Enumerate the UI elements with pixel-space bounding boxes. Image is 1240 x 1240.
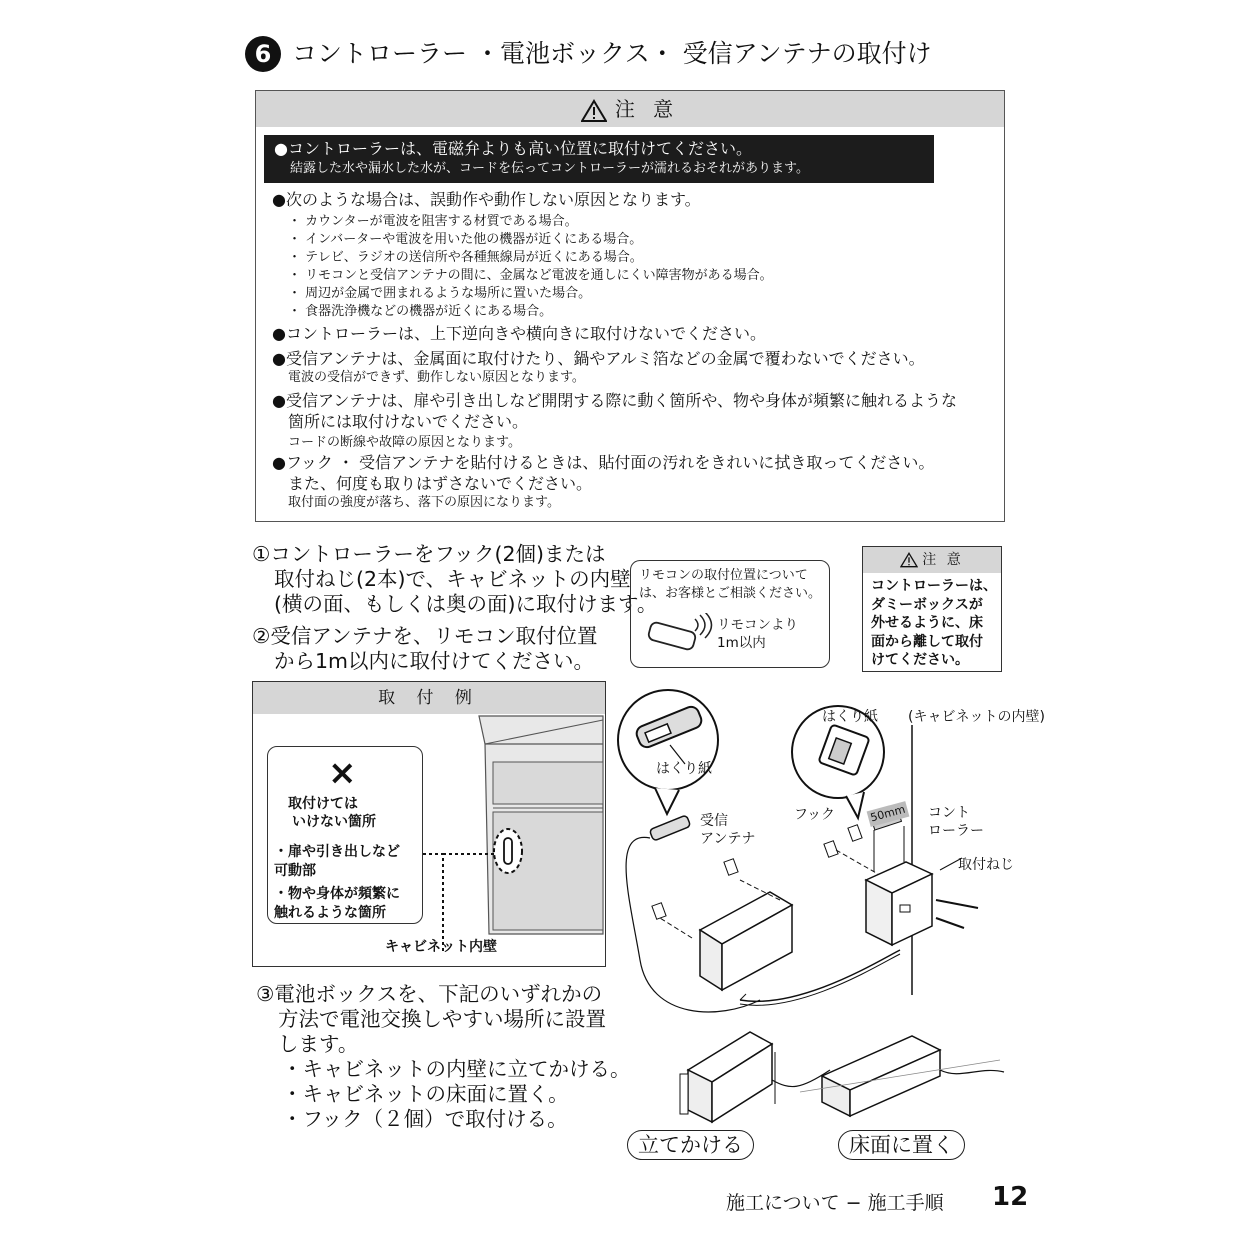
inner-wall-label: (キャビネットの内壁) (908, 709, 1045, 725)
step2-line2: から1m以内に取付けてください。 (274, 649, 595, 673)
caution-point-5b: また、何度も取りはずさないでください。 (288, 474, 593, 493)
ng-item2b: 触れるような箇所 (274, 905, 386, 921)
caution-point-4b: 箇所には取付けないでください。 (288, 412, 529, 431)
caution-note-4: コードの断線や故障の原因となります。 (288, 435, 521, 450)
caution-point-5a: ●フック ・ 受信アンテナを貼付けるときは、貼付面の汚れをきれいに拭き取ってください。 (272, 453, 935, 472)
caution-point-2: ●コントローラーは、上下逆向きや横向きに取付けないでください。 (272, 324, 766, 343)
small-caution-line: ダミーボックスが (871, 596, 983, 613)
caution-subitem: ・ 周辺が金属で囲まれるような場所に置いた場合。 (288, 286, 592, 301)
prohibited-x-icon: × (328, 753, 357, 793)
step1-line3: (横の面、もしくは奥の面)に取付けます。 (274, 592, 658, 616)
caution-subitem: ・ 食器洗浄機などの機器が近くにある場合。 (288, 304, 553, 319)
antenna-label2: アンテナ (700, 831, 756, 847)
caution-title: 注 意 (614, 97, 680, 121)
remote-note-line1: リモコンの取付位置について (639, 568, 808, 583)
dimension-label: 50mm (867, 801, 910, 827)
caution-point-4a: ●受信アンテナは、扉や引き出しなど開閉する際に動く箇所や、物や身体が頻繁に触れるような (272, 391, 958, 410)
step1-line2: 取付ねじ(2本)で、キャビネットの内壁 (274, 567, 631, 591)
caution-subitem: ・ カウンターが電波を阻害する材質である場合。 (288, 214, 578, 229)
controller-label1: コント (928, 805, 970, 821)
stand-label: 立てかける (627, 1130, 754, 1160)
small-caution-line: 面から離して取付 (871, 633, 983, 650)
step3-line2: 方法で電池交換しやすい場所に設置 (278, 1007, 606, 1031)
small-caution-line: コントローラーは、 (871, 578, 997, 594)
ng-item1b: 可動部 (274, 863, 316, 879)
caution-note-5: 取付面の強度が落ち、落下の原因になります。 (288, 495, 560, 510)
ng-item2a: ・物や身体が頻繁に (274, 886, 400, 902)
floor-label: 床面に置く (838, 1130, 965, 1160)
peel-paper-label: はくり紙 (656, 761, 712, 777)
step2-line1: ②受信アンテナを、リモコン取付位置 (252, 624, 598, 648)
caution-subitem: ・ リモコンと受信アンテナの間に、金属など電波を通しにくい障害物がある場合。 (288, 268, 773, 283)
small-caution-line: 外せるように、床 (871, 615, 983, 631)
section-number: 6 (245, 36, 281, 72)
ng-item1a: ・扉や引き出しなど (274, 844, 400, 860)
antenna-label1: 受信 (700, 813, 728, 829)
remote-distance-label1: リモコンより (717, 617, 798, 633)
footer-text: 施工について − 施工手順 (726, 1192, 944, 1214)
step3-line1: ③電池ボックスを、下記のいずれかの (256, 982, 603, 1006)
controller-label2: ローラー (928, 823, 984, 839)
highlight-line1: ●コントローラーは、電磁弁よりも高い位置に取付けてください。 (274, 139, 752, 158)
caution-subitem: ・ テレビ、ラジオの送信所や各種無線局が近くにある場合。 (288, 250, 643, 265)
caution-point-1: ●次のような場合は、誤動作や動作しない原因となります。 (272, 190, 701, 209)
caution-note-3: 電波の受信ができず、動作しない原因となります。 (288, 370, 585, 385)
screw-label: 取付ねじ (958, 857, 1014, 873)
step3-option1: ・キャビネットの内壁に立てかける。 (282, 1057, 631, 1081)
remote-distance-label2: 1m以内 (717, 635, 766, 651)
peel-paper-label: はくり紙 (822, 709, 878, 725)
ng-title2: いけない箇所 (292, 814, 376, 830)
small-caution-line: けてください。 (871, 652, 969, 668)
ng-title1: 取付けては (288, 796, 358, 812)
page-number: 12 (992, 1182, 1029, 1212)
step3-line3: します。 (278, 1032, 359, 1056)
section-title: コントローラー ・電池ボックス・ 受信アンテナの取付け (292, 39, 932, 68)
step3-option3: ・フック（２個）で取付ける。 (282, 1107, 568, 1131)
step3-option2: ・キャビネットの床面に置く。 (282, 1082, 569, 1106)
remote-note-line2: は、お客様とご相談ください。 (639, 586, 822, 601)
step1-line1: ①コントローラーをフック(2個)または (252, 542, 606, 566)
small-caution-title: 注 意 (922, 552, 964, 568)
caution-subitem: ・ インバーターや電波を用いた他の機器が近くにある場合。 (288, 232, 643, 247)
caution-point-3: ●受信アンテナは、金属面に取付けたり、鍋やアルミ箔などの金属で覆わないでください。 (272, 349, 925, 368)
hook-label: フック (794, 807, 836, 823)
cabinet-inner-wall-label: キャビネット内壁 (385, 939, 497, 955)
example-header: 取 付 例 (253, 682, 605, 714)
highlight-line2: 結露した水や漏水した水が、コードを伝ってコントローラーが濡れるおそれがあります。 (290, 161, 809, 176)
